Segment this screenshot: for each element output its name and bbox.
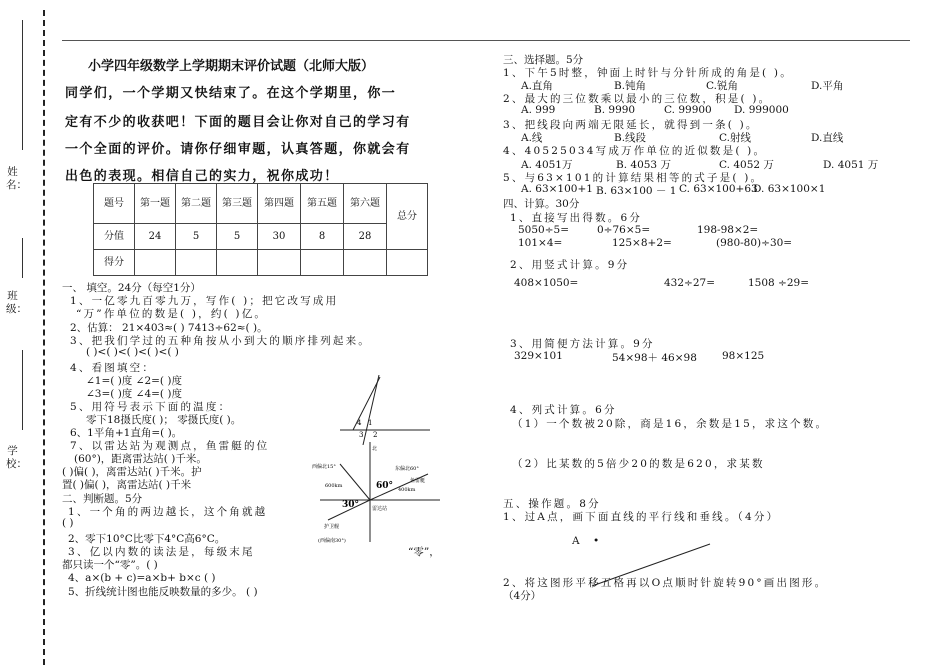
angle-num: 4: [357, 419, 362, 427]
score-cell[interactable]: [176, 250, 217, 276]
header-q2: 第二题: [176, 184, 217, 224]
header-q4: 第四题: [258, 184, 301, 224]
calc-item: 432÷27=: [664, 277, 715, 289]
calc-item: 54×98＋ 46×98: [612, 352, 697, 364]
intro-line-3: 一个全面的评价。请你仔细审题，认真答题，你就会有: [65, 142, 411, 157]
sec2-line: 4、a×(b + c)=a×b+ b×c ( ): [68, 572, 216, 584]
side-name-line: [22, 20, 23, 150]
sec1-line: 7、以雷达站为观测点，鱼雷艇的位: [70, 440, 270, 452]
header-q3: 第三题: [217, 184, 258, 224]
sec5-q2-points: （4分）: [503, 590, 542, 602]
radar-label: 东偏北60°: [395, 466, 419, 472]
side-name-text: 姓名：: [6, 166, 27, 191]
sec1-line: 4、看图填空：: [70, 362, 156, 374]
page-title: 小学四年级数学上学期期末评价试题（北师大版）: [88, 59, 375, 74]
sec5-q1: 1、过A点，画下面直线的平行线和垂线。（4分）: [503, 511, 780, 523]
radar-label: 30°: [342, 500, 360, 510]
radar-figure: [310, 442, 450, 552]
score-table: [93, 183, 428, 276]
option[interactable]: A. 999: [521, 104, 556, 116]
radar-label: 400km: [398, 487, 416, 493]
calc-item: 329×101: [514, 350, 563, 362]
angle-num: 2: [373, 431, 378, 439]
calc-item: (980-80)÷30=: [716, 237, 793, 249]
score-cell[interactable]: [387, 250, 428, 276]
sec2-q3-tail: “零”，: [408, 546, 440, 558]
option[interactable]: B. 9990: [594, 104, 636, 116]
sec2-line: 都只读一个“零”。( ): [62, 559, 158, 571]
score-cell[interactable]: [135, 250, 176, 276]
bearing-ray: [340, 464, 370, 500]
radar-label: 600km: [325, 483, 343, 489]
sec1-line: 2、估算： 21×403≈( ) 7413÷62≈( )。: [70, 322, 268, 334]
sec3-heading: 三、选择题。5分: [503, 54, 584, 66]
option[interactable]: D. 63×100×1: [753, 183, 826, 195]
sec5-q2: 2、将这图形平移五格再以O点顺时针旋转90°画出图形。: [503, 577, 828, 589]
sec2-line: 3、亿以内数的读法是，每级末尾: [68, 546, 255, 558]
side-class-text: 班级：: [6, 290, 27, 315]
sec1-line: 5、用符号表示下面的温度：: [70, 401, 232, 413]
calc-item: 1508 ÷29=: [748, 277, 810, 289]
value-q6: 28: [344, 224, 387, 250]
sec2-line: ( ): [62, 517, 74, 529]
point-label: A •: [572, 535, 600, 547]
sec3-q5: 5、与63×101的计算结果相等的式子是( )。: [503, 172, 764, 184]
side-name-label: [6, 166, 27, 192]
sec2-line: 1、一个角的两边越长，这个角就越: [68, 506, 268, 518]
sec2-heading: 二、判断题。5分: [62, 493, 143, 505]
intro-line-4: 出色的表现。相信自己的实力，祝你成功！: [65, 169, 339, 184]
option[interactable]: C. 63×100+63: [679, 183, 758, 195]
option[interactable]: C.射线: [719, 132, 751, 144]
option[interactable]: B. 63×100 － 1: [596, 185, 677, 197]
sec4-q1: 1、直接写出得数。6分: [510, 212, 643, 224]
sec4-q4-item: （1）一个数被20除，商是16，余数是15，求这个数。: [512, 418, 829, 430]
calc-item: 98×125: [722, 350, 765, 362]
radar-label: 护卫舰: [324, 524, 340, 530]
sec5-heading: 五、操作题。8分: [503, 498, 601, 510]
option[interactable]: D.平角: [811, 80, 844, 92]
option[interactable]: B.钝角: [614, 80, 647, 92]
calc-item: 101×4=: [518, 237, 563, 249]
binding-dashed-line: [43, 10, 45, 665]
header-q5: 第五题: [301, 184, 344, 224]
header-q6: 第六题: [344, 184, 387, 224]
sec1-line: ( )偏( )，离雷达站( )千米。护: [62, 466, 202, 478]
angle-figure: [335, 375, 435, 445]
score-cell[interactable]: [217, 250, 258, 276]
option[interactable]: D.直线: [811, 132, 844, 144]
sec1-line: ∠3=( )度 ∠4=( )度: [86, 388, 182, 400]
option[interactable]: A. 63×100+1: [521, 183, 593, 195]
radar-label: 鱼雷艇: [410, 478, 426, 484]
calc-item: 198-98×2=: [697, 224, 759, 236]
value-q5: 8: [301, 224, 344, 250]
option[interactable]: A.直角: [521, 80, 553, 92]
radar-label: 60°: [376, 481, 394, 491]
option[interactable]: A. 4051万: [521, 159, 573, 171]
option[interactable]: D. 4051 万: [823, 159, 879, 171]
sec3-q4: 4、40525034写成万作单位的近似数是( )。: [503, 145, 767, 157]
sec4-q2: 2、用竖式计算。9分: [510, 259, 630, 271]
row-label-score: 得分: [94, 250, 135, 276]
option[interactable]: C.锐角: [706, 80, 738, 92]
sec3-q3: 3、把线段向两端无限延长，就得到一条( )。: [503, 119, 759, 131]
angle-num: 1: [368, 419, 373, 427]
header-rule: [62, 40, 910, 41]
option[interactable]: B.线段: [614, 132, 647, 144]
sec1-line: 6、1平角+1直角=( )。: [70, 427, 183, 439]
sec4-q4: 4、列式计算。6分: [510, 404, 617, 416]
calc-item: 125×8+2=: [612, 237, 672, 249]
sec1-line: ∠1=( )度 ∠2=( )度: [86, 375, 182, 387]
sec4-q4-item: （2）比某数的5倍少20的数是620，求某数: [512, 458, 765, 470]
sec1-line: 置( )偏( )，离雷达站( )千米: [62, 479, 192, 491]
value-q4: 30: [258, 224, 301, 250]
sec1-line: 3、把我们学过的五种角按从小到大的顺序排列起来。: [70, 335, 371, 347]
side-school-text: 学校：: [6, 445, 27, 470]
sec1-heading: 一、 填空。24分（每空1分）: [62, 282, 201, 294]
radar-label: 雷达站: [372, 506, 388, 512]
header-q1: 第一题: [135, 184, 176, 224]
sec1-line: ( )<( )<( )<( )<( ): [86, 346, 179, 358]
sec4-heading: 四、计算。30分: [503, 198, 580, 210]
value-q2: 5: [176, 224, 217, 250]
option[interactable]: C. 4052 万: [719, 159, 774, 171]
calc-item: 408×1050=: [514, 277, 579, 289]
value-q3: 5: [217, 224, 258, 250]
radar-label: 西偏北15°: [312, 464, 336, 470]
score-cell[interactable]: [301, 250, 344, 276]
sec1-line: (60°)，距离雷达站( )千米。: [74, 453, 207, 465]
score-cell[interactable]: [344, 250, 387, 276]
row-label-value: 分值: [94, 224, 135, 250]
row-label-number: 题号: [94, 184, 135, 224]
sec3-q1: 1、下午5时整，钟面上时针与分针所成的角是( )。: [503, 67, 793, 79]
side-class-line: [22, 238, 23, 278]
sec1-line: “万”作单位的数是( )，约( )亿。: [76, 308, 268, 320]
option[interactable]: B. 4053 万: [616, 159, 671, 171]
option[interactable]: C. 99900: [664, 104, 712, 116]
sec3-q2: 2、最大的三位数乘以最小的三位数，积是( )。: [503, 93, 772, 105]
radar-label: 北: [372, 446, 378, 452]
calc-item: 5050÷5=: [518, 224, 569, 236]
sec4-q3: 3、用简便方法计算。9分: [510, 338, 655, 350]
side-school-line: [22, 350, 23, 430]
sec1-line: 零下18摄氏度( )； 零摄氏度( )。: [86, 414, 242, 426]
intro-line-1: 同学们，一个学期又快结束了。在这个学期里，你一: [65, 86, 397, 101]
calc-item: 0÷76×5=: [597, 224, 651, 236]
header-total: 总分: [387, 184, 428, 250]
sec2-line: 5、折线统计图也能反映数量的多少。 ( ): [68, 586, 258, 598]
option[interactable]: A.线: [521, 132, 543, 144]
sec2-line: 2、零下10°C比零下4°C高6°C。: [68, 533, 226, 545]
option[interactable]: D. 999000: [734, 104, 789, 116]
sec1-line: 1、一亿零九百零九万，写作( )；把它改写成用: [70, 295, 339, 307]
value-q1: 24: [135, 224, 176, 250]
side-class-label: [6, 290, 27, 316]
score-cell[interactable]: [258, 250, 301, 276]
radar-label: (西偏南30°): [318, 538, 346, 544]
intro-line-2: 定有不少的收获吧！下面的题目会让你对自己的学习有: [65, 115, 411, 130]
side-school-label: [6, 445, 27, 471]
angle-num: 3: [359, 431, 364, 439]
